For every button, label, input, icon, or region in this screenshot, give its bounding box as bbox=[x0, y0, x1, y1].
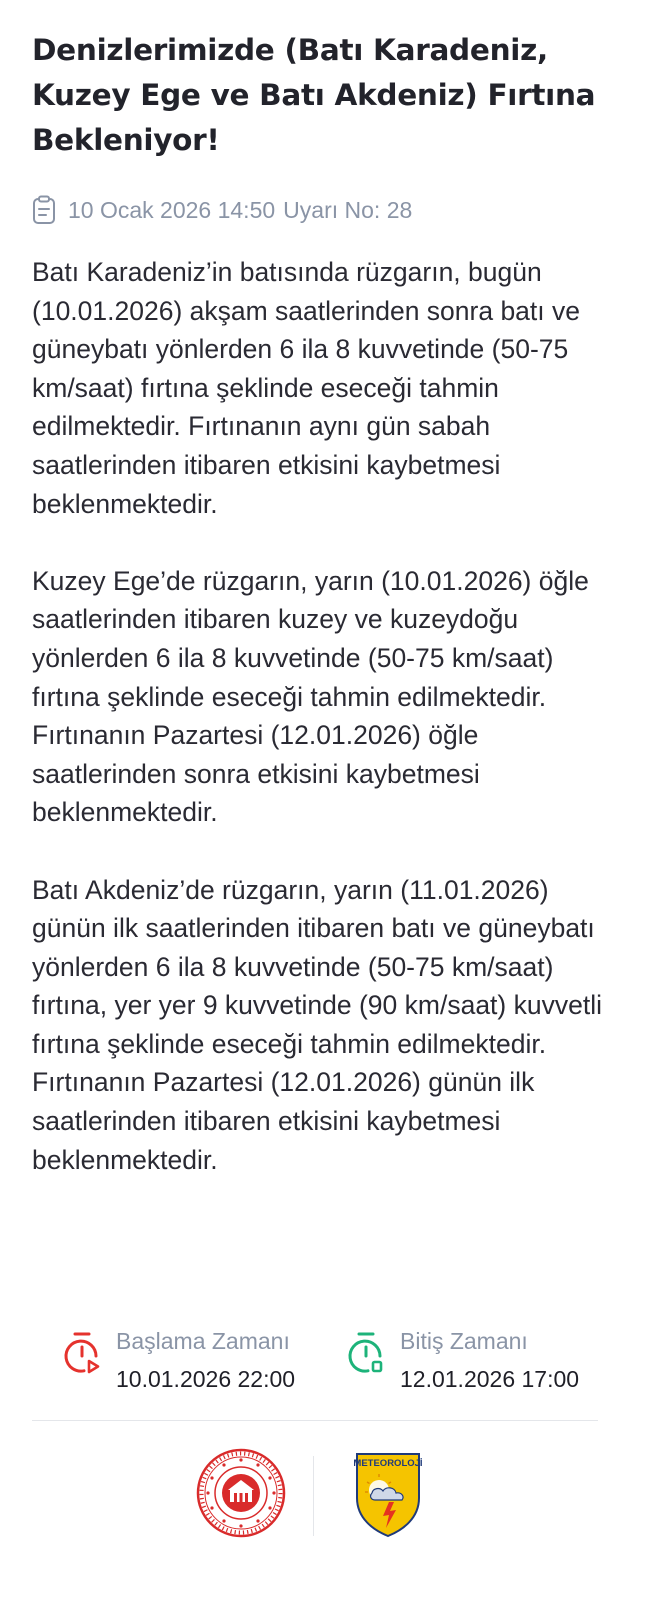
logo-separator bbox=[313, 1456, 314, 1536]
warning-body bbox=[32, 253, 622, 1179]
start-time-label: Başlama Zamanı bbox=[116, 1328, 290, 1354]
paragraph-bati-akdeniz: Batı Akdeniz’de rüzgarın, yarın (11.01.2026) günün ilk saatlerinden itibaren batı ve güneybatı yönlerden 6 ila 8 kuvvetinde (50-75 km/saat) fırtına, yer yer 9 kuvvetinde (90 km/saat) kuvvetli fırtına şeklinde eseceği tahmin edilmektedir. Fırtınanın Pazartesi (12.01.2026) günün ilk saatlerinden itibaren etkisini kaybetmesi beklenmektedir. bbox=[32, 874, 602, 1175]
start-time-value: 10.01.2026 22:00 bbox=[116, 1366, 296, 1392]
meteoroloji-logo-text: METEOROLOJİ bbox=[353, 1458, 423, 1469]
clipboard-icon bbox=[32, 195, 56, 225]
warning-meta bbox=[32, 193, 622, 227]
ministry-seal-logo bbox=[196, 1448, 286, 1538]
timer-end-icon bbox=[346, 1330, 386, 1378]
meteoroloji-logo bbox=[353, 1452, 423, 1538]
warning-detail bbox=[32, 28, 622, 1179]
warning-number: Uyarı No: 28 bbox=[283, 196, 413, 223]
start-time bbox=[62, 1326, 295, 1394]
end-time-value: 12.01.2026 17:00 bbox=[400, 1366, 580, 1392]
end-time bbox=[346, 1326, 579, 1394]
timer-start-icon bbox=[62, 1330, 102, 1378]
page-title: Denizlerimizde (Batı Karadeniz, Kuzey Ege ve Batı Akdeniz) Fırtına Bekleniyor! bbox=[32, 33, 596, 157]
warning-date: 10 Ocak 2026 14:50 bbox=[68, 196, 276, 223]
time-range bbox=[62, 1326, 602, 1392]
paragraph-kuzey-ege: Kuzey Ege’de rüzgarın, yarın (10.01.2026) öğle saatlerinden itibaren kuzey ve kuzeydoğu yönlerden 6 ila 8 kuvvetinde (50-75 km/saat) fırtına şeklinde eseceği tahmin edilmektedir. Fırtınanın Pazartesi (12.01.2026) öğle saatlerinden sonra etkisini kaybetmesi beklenmektedir. bbox=[32, 565, 589, 828]
footer-divider bbox=[32, 1420, 598, 1421]
footer-logos bbox=[196, 1448, 436, 1544]
paragraph-bati-karadeniz: Batı Karadeniz’in batısında rüzgarın, bugün (10.01.2026) akşam saatlerinden sonra batı ve güneybatı yönlerden 6 ila 8 kuvvetinde (50-75 km/saat) fırtına şeklinde eseceği tahmin edilmektedir. Fırtınanın aynı gün sabah saatlerinden itibaren etkisini kaybetmesi beklenmektedir. bbox=[32, 257, 580, 519]
end-time-label: Bitiş Zamanı bbox=[400, 1328, 528, 1354]
